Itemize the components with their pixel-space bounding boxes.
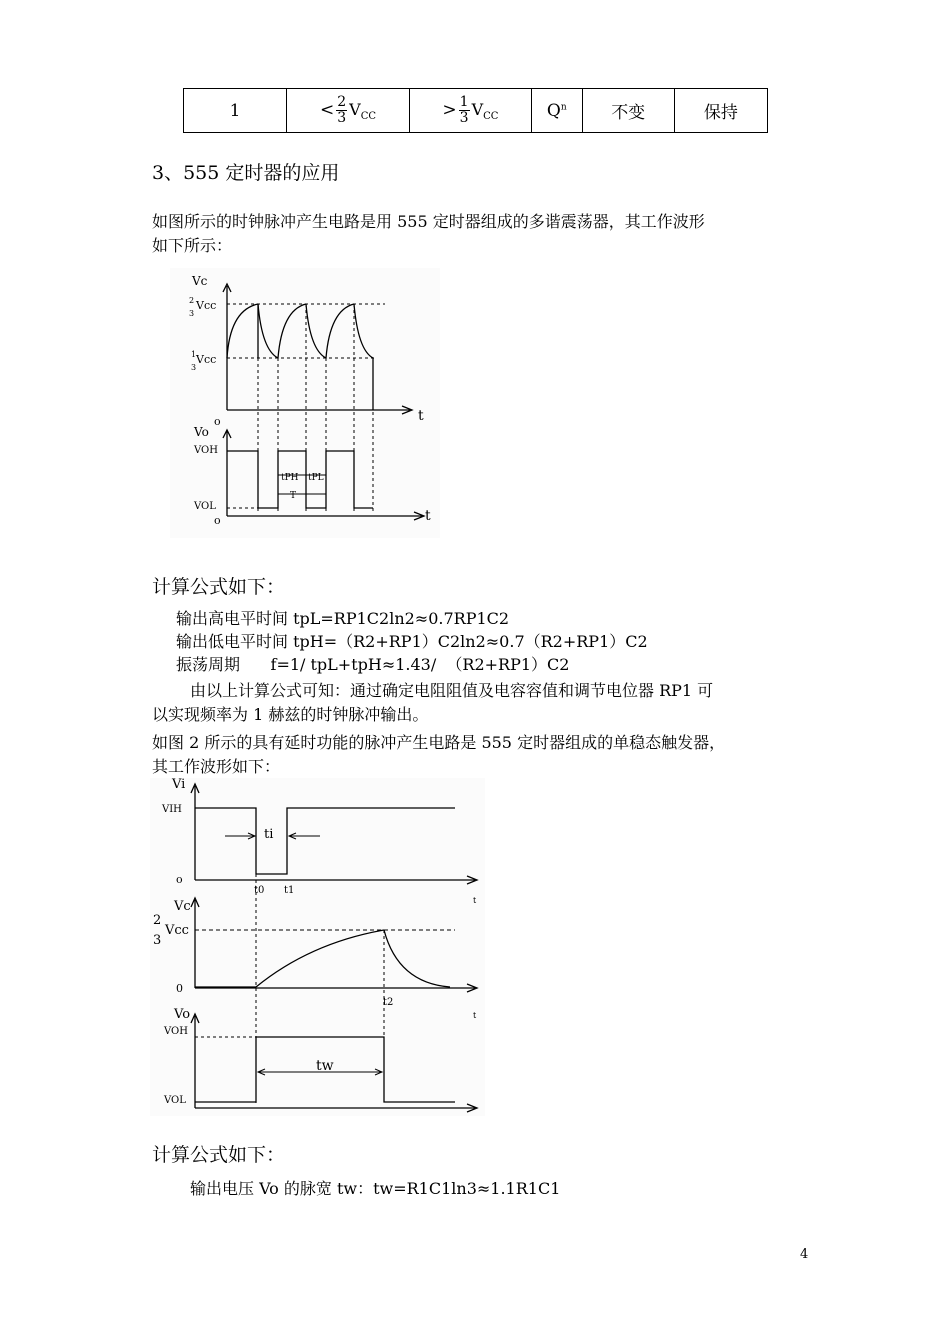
formula-period: 振荡周期 f=1/ tpL+tpH≈1.43/ （R2+RP1）C2 [176, 655, 570, 674]
fig1-vo-label: Vo [194, 425, 209, 439]
svg-text:t: t [473, 1011, 477, 1020]
fig1-t-axis-2: t [425, 508, 431, 524]
fig1-two-thirds-vcc: Vcc [196, 299, 217, 312]
para2-line-2: 其工作波形如下： [152, 757, 281, 776]
fig2-ti-label: ti [264, 827, 274, 842]
cell-hold: 保持 [674, 89, 767, 133]
cell-q: $Q^n$ [531, 89, 582, 133]
cell-th: < $\frac{2}{3}$ $V_{CC}$ [287, 89, 410, 133]
calc-heading-1: 计算公式如下： [152, 576, 286, 598]
fig1-period-label: T [290, 491, 297, 501]
fig1-tpl-label: tPL [308, 473, 324, 483]
svg-text:1: 1 [191, 350, 197, 359]
para2-line-1: 如图 2 所示的具有延时功能的脉冲产生电路是 555 定时器组成的单稳态触发器， [152, 733, 726, 752]
fig1-voh-label: VOH [194, 445, 218, 456]
svg-text:o: o [214, 415, 221, 428]
section-title: 3、555 定时器的应用 [152, 162, 340, 184]
svg-text:0: 0 [176, 982, 183, 995]
intro-line-2: 如下所示： [152, 236, 233, 255]
fig2-vi-label: Vi [172, 778, 186, 792]
svg-text:3: 3 [191, 363, 197, 372]
page-number: 4 [800, 1247, 809, 1262]
svg-text:o: o [214, 514, 221, 527]
monostable-waveform-figure [150, 778, 485, 1116]
formula-pulse-width: 输出电压 Vo 的脉宽 tw：tw=R1C1ln3≈1.1R1C1 [190, 1179, 561, 1198]
svg-text:2: 2 [153, 913, 162, 928]
cell-tr: > $\frac{1}{3}$ $V_{CC}$ [409, 89, 531, 133]
fig1-tph-label: tPH [281, 473, 299, 483]
fig2-vc-label: Vc [174, 899, 191, 914]
cell-unchanged: 不变 [582, 89, 674, 133]
svg-text:3: 3 [153, 933, 162, 948]
fig2-vol-label: VOL [164, 1095, 186, 1106]
svg-text:2: 2 [189, 296, 195, 305]
intro-line-1: 如图所示的时钟脉冲产生电路是用 555 定时器组成的多谐震荡器，其工作波形 [152, 212, 705, 231]
fig2-t0-label: t0 [254, 885, 265, 896]
fig1-vc-label: Vc [192, 274, 208, 288]
fig1-vol-label: VOL [194, 501, 216, 512]
fig2-vih-label: VIH [162, 804, 182, 815]
fig2-vo-label: Vo [174, 1007, 191, 1022]
svg-text:t: t [473, 896, 477, 905]
fig2-vcc-label: Vcc [165, 923, 189, 938]
fig1-one-third-vcc: Vcc [196, 353, 217, 366]
fig1-t-axis: t [418, 408, 424, 424]
fig2-t2-label: t2 [383, 997, 394, 1008]
calc-heading-2: 计算公式如下： [152, 1144, 286, 1166]
conclusion-line-1: 由以上计算公式可知：通过确定电阻阻值及电容容值和调节电位器 RP1 可 [190, 681, 714, 700]
svg-text:o: o [176, 873, 183, 886]
fig2-t1-label: t1 [284, 885, 295, 896]
truth-table-row [183, 88, 768, 133]
astable-waveform-figure [170, 268, 440, 538]
conclusion-line-2: 以实现频率为 1 赫兹的时钟脉冲输出。 [152, 705, 429, 724]
cell-reset: 1 [184, 89, 287, 133]
formula-low-time: 输出低电平时间 tpH=（R2+RP1）C2ln2≈0.7（R2+RP1）C2 [176, 632, 648, 651]
formula-high-time: 输出高电平时间 tpL=RP1C2ln2≈0.7RP1C2 [176, 609, 510, 628]
fig2-tw-label: tw [316, 1058, 334, 1074]
fig2-voh-label: VOH [164, 1026, 188, 1037]
svg-text:3: 3 [189, 309, 195, 318]
